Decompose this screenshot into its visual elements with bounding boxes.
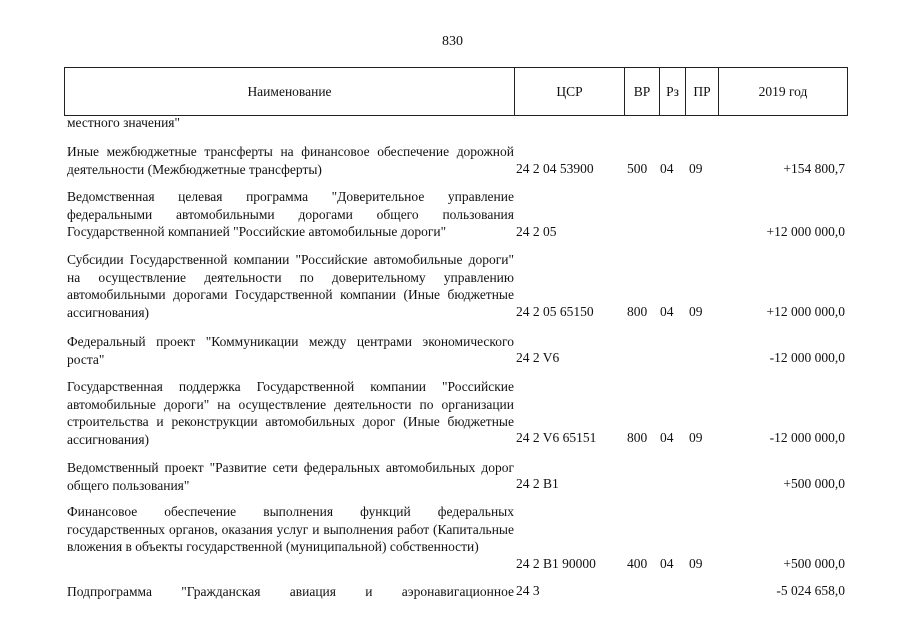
row-csr: 24 2 B1 (516, 476, 559, 491)
row-csr: 24 2 05 65150 (516, 304, 594, 319)
row-name: Финансовое обеспечение выполнения функций федеральных государственных органов, оказания услуг и выполнения работ (Капитальные вложения в объекты государственной (муниципальной) собственности) (67, 504, 514, 554)
table-row (67, 459, 845, 495)
row-amount: -12 000 000,0 (769, 350, 845, 365)
row-name: Государственная поддержка Государственной компании "Российские автомобильные дороги" на осуществление деятельности по организации строительства и реконструкции автомобильных дорог (Иные бюджетные ассигнования) (67, 379, 514, 447)
row-rz: 04 (660, 430, 674, 445)
row-amount: +500 000,0 (783, 556, 845, 571)
row-vr: 400 (627, 556, 648, 571)
table-row (67, 503, 845, 575)
row-csr: 24 2 V6 65151 (516, 430, 597, 445)
row-vr: 500 (627, 161, 648, 176)
header-vr: ВР (633, 83, 651, 99)
row-csr: 24 2 04 53900 (516, 161, 594, 176)
row-rz: 04 (660, 161, 674, 176)
row-name: Ведомственный проект "Развитие сети федеральных автомобильных дорог общего пользования" (67, 460, 514, 493)
row-amount: +500 000,0 (783, 476, 845, 491)
table-row (67, 143, 845, 179)
header-rz: Рз (666, 83, 679, 99)
row-name: Ведомственная целевая программа "Доверительное управление федеральными автомобильными дорогами общего пользования Государственной компанией "Российские автомобильные дороги" (67, 189, 514, 239)
row-vr: 800 (627, 430, 648, 445)
row-pr: 09 (689, 556, 703, 571)
row-name: Федеральный проект "Коммуникации между центрами экономического роста" (67, 334, 514, 367)
row-pr: 09 (689, 161, 703, 176)
row-amount: -5 024 658,0 (776, 583, 845, 598)
header-pr: ПР (693, 83, 711, 99)
row-name: Иные межбюджетные трансферты на финансовое обеспечение дорожной деятельности (Межбюджетные трансферты) (67, 144, 514, 177)
row-rz: 04 (660, 304, 674, 319)
row-name: местного значения" (67, 115, 181, 130)
row-rz: 04 (660, 556, 674, 571)
row-csr: 24 2 05 (516, 224, 557, 239)
table-row (67, 114, 845, 132)
row-pr: 09 (689, 430, 703, 445)
table-row (67, 378, 845, 450)
row-amount: +12 000 000,0 (766, 224, 845, 239)
row-amount: -12 000 000,0 (769, 430, 845, 445)
row-amount: +12 000 000,0 (766, 304, 845, 319)
header-name: Наименование (247, 83, 332, 99)
row-csr: 24 2 V6 (516, 350, 560, 365)
table-row (67, 251, 845, 323)
row-vr: 800 (627, 304, 648, 319)
header-csr: ЦСР (556, 83, 583, 99)
table-row (67, 188, 845, 242)
table-row (67, 333, 845, 369)
header-year: 2019 год (758, 83, 808, 99)
row-csr: 24 3 (516, 583, 540, 598)
row-amount: +154 800,7 (783, 161, 845, 176)
table-header (64, 67, 848, 116)
row-csr: 24 2 B1 90000 (516, 556, 596, 571)
page-number: 830 (442, 34, 463, 49)
row-pr: 09 (689, 304, 703, 319)
row-name: Субсидии Государственной компании "Российские автомобильные дороги" на осуществление деятельности по доверительному управлению автомобильными дорогами Государственной компании (Иные бюджетные ассигнования) (67, 252, 514, 320)
table-row (67, 583, 845, 603)
row-name: Подпрограмма "Гражданская авиация и аэронавигационное (67, 584, 514, 599)
